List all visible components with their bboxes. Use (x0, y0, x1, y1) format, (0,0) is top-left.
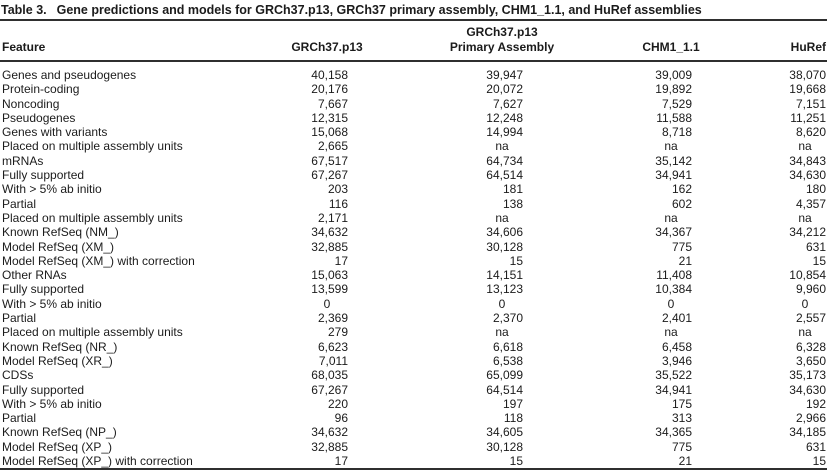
value-cell (239, 240, 415, 254)
value-text: 65,099 (486, 368, 523, 383)
value-text: 116 (328, 196, 348, 211)
value-text: 775 (671, 439, 692, 454)
value-text: 0 (801, 296, 809, 311)
value-cell (589, 168, 753, 182)
value-text: 7,667 (317, 96, 348, 111)
value-text: 175 (671, 396, 692, 411)
value-text: 68,035 (311, 368, 348, 383)
value-cell (589, 97, 753, 111)
value-text: na (664, 210, 678, 225)
feature-cell: Partial (2, 311, 37, 326)
table-row (0, 297, 827, 311)
value-text: 7,529 (661, 96, 692, 111)
table-row (0, 254, 827, 268)
value-cell (753, 182, 827, 196)
value-cell (753, 268, 827, 282)
value-cell (239, 368, 415, 382)
value-text: 6,458 (661, 339, 692, 354)
value-text: 67,267 (311, 168, 348, 183)
col-header-feature: Feature (0, 21, 239, 61)
value-cell (589, 440, 753, 454)
value-text: 13,599 (311, 282, 348, 297)
value-text: 6,538 (492, 353, 523, 368)
value-cell (753, 282, 827, 296)
value-text: 11,251 (790, 110, 826, 125)
value-cell (753, 297, 827, 311)
feature-cell: Model RefSeq (XM_) (2, 239, 115, 254)
value-cell (415, 240, 589, 254)
value-cell (415, 297, 589, 311)
value-cell (589, 411, 753, 425)
table-row (0, 211, 827, 225)
table-row (0, 425, 827, 439)
value-text: 34,606 (486, 225, 523, 240)
table-row (0, 282, 827, 296)
value-text: 138 (502, 196, 523, 211)
value-cell (415, 225, 589, 239)
table-row (0, 168, 827, 182)
value-cell (753, 411, 827, 425)
value-text: 11,408 (656, 268, 692, 283)
value-text: 192 (805, 396, 826, 411)
value-text: 6,618 (492, 339, 523, 354)
value-text: 34,843 (789, 153, 826, 168)
value-cell (753, 325, 827, 339)
value-text: 12,315 (311, 110, 348, 125)
col-header-grch37p13-primary-line1: GRCh37.p13 (466, 25, 538, 39)
value-cell (753, 440, 827, 454)
value-cell (753, 383, 827, 397)
table-row (0, 154, 827, 168)
table-row (0, 61, 827, 82)
table-row (0, 225, 827, 239)
value-cell (589, 111, 753, 125)
value-text: 6,623 (317, 339, 348, 354)
value-text: 19,668 (789, 82, 826, 97)
value-cell (589, 325, 753, 339)
value-text: 2,665 (317, 139, 348, 154)
value-text: 10,384 (655, 282, 692, 297)
value-cell (415, 154, 589, 168)
value-text: 32,885 (311, 239, 348, 254)
value-cell (415, 311, 589, 325)
value-cell (239, 340, 415, 354)
value-cell (239, 97, 415, 111)
value-cell (589, 182, 753, 196)
value-cell (753, 454, 827, 469)
value-text: 118 (503, 411, 523, 426)
value-cell (589, 454, 753, 469)
value-cell (589, 297, 753, 311)
value-text: 13,123 (486, 282, 523, 297)
value-text: 32,885 (311, 439, 348, 454)
feature-cell: Model RefSeq (XP_) with correction (2, 454, 193, 469)
value-text: 34,185 (789, 425, 826, 440)
value-cell (415, 397, 589, 411)
value-text: 8,718 (661, 125, 692, 140)
value-text: 12,248 (486, 110, 523, 125)
value-cell (589, 340, 753, 354)
value-cell (415, 168, 589, 182)
value-text: 279 (327, 325, 348, 340)
table-row (0, 82, 827, 96)
value-text: 7,627 (492, 96, 523, 111)
feature-cell: Known RefSeq (NP_) (2, 425, 117, 440)
value-text: 0 (667, 296, 675, 311)
table-row (0, 397, 827, 411)
value-text: na (798, 210, 812, 225)
table-row (0, 125, 827, 139)
value-cell (415, 383, 589, 397)
value-cell (753, 97, 827, 111)
value-text: 9,960 (795, 282, 826, 297)
value-cell (239, 440, 415, 454)
value-text: 21 (678, 454, 692, 469)
value-text: 39,009 (655, 68, 692, 82)
gene-predictions-table (0, 21, 827, 470)
value-text: 30,128 (486, 439, 523, 454)
value-cell (415, 182, 589, 196)
value-text: 17 (334, 253, 348, 268)
value-text: 10,854 (789, 268, 826, 283)
value-text: 0 (323, 296, 331, 311)
table-title-text: Gene predictions and models for GRCh37.p13, GRCh37 primary assembly, CHM1_1.1, and HuRef assemblies (56, 3, 702, 17)
value-text: 181 (502, 182, 523, 197)
value-text: 38,070 (789, 68, 826, 82)
value-cell (753, 340, 827, 354)
header-row (0, 21, 827, 61)
feature-cell: With > 5% ab initio (2, 296, 102, 311)
value-text: 14,994 (486, 125, 523, 140)
feature-cell: With > 5% ab initio (2, 396, 102, 411)
value-cell (753, 125, 827, 139)
value-cell (239, 139, 415, 153)
value-cell (239, 254, 415, 268)
value-cell (415, 354, 589, 368)
value-cell (239, 61, 415, 82)
value-cell (415, 325, 589, 339)
table-row (0, 268, 827, 282)
value-cell (415, 440, 589, 454)
table-row (0, 440, 827, 454)
value-text: 162 (671, 182, 692, 197)
value-cell (753, 82, 827, 96)
value-cell (589, 368, 753, 382)
value-text: 15 (509, 454, 523, 469)
value-cell (415, 454, 589, 469)
feature-cell: Placed on multiple assembly units (2, 139, 183, 154)
table-number-label: Table 3. (1, 3, 47, 17)
value-cell (415, 368, 589, 382)
value-cell (239, 282, 415, 296)
value-text: 2,370 (492, 311, 523, 326)
value-cell (753, 154, 827, 168)
value-text: 602 (671, 196, 692, 211)
value-cell (239, 211, 415, 225)
value-text: 7,011 (318, 353, 348, 368)
value-text: 40,158 (311, 68, 348, 82)
table-row (0, 111, 827, 125)
feature-cell: Fully supported (2, 168, 85, 183)
value-cell (239, 125, 415, 139)
value-cell (589, 211, 753, 225)
col-header-grch37p13-primary (415, 21, 589, 61)
value-cell (239, 411, 415, 425)
value-text: 631 (805, 239, 826, 254)
value-text: na (798, 325, 812, 340)
value-cell (415, 425, 589, 439)
col-header-chm1-1-1: CHM1_1.1 (589, 21, 753, 61)
value-cell (589, 225, 753, 239)
value-text: 180 (805, 182, 826, 197)
feature-cell: Known RefSeq (NM_) (2, 225, 119, 240)
feature-cell: Protein-coding (2, 82, 80, 97)
value-cell (589, 154, 753, 168)
value-cell (753, 168, 827, 182)
value-text: 14,151 (486, 268, 523, 283)
table-row (0, 383, 827, 397)
table-body (0, 61, 827, 469)
value-text: 4,357 (795, 196, 826, 211)
value-text: 203 (327, 182, 348, 197)
feature-cell: Known RefSeq (NR_) (2, 339, 118, 354)
table-row (0, 311, 827, 325)
table-row (0, 454, 827, 469)
value-text: 17 (334, 454, 348, 469)
value-text: 34,941 (655, 168, 692, 183)
value-cell (753, 311, 827, 325)
feature-cell: With > 5% ab initio (2, 182, 102, 197)
value-cell (239, 225, 415, 239)
value-cell (239, 82, 415, 96)
value-cell (415, 411, 589, 425)
feature-cell: Fully supported (2, 382, 85, 397)
value-text: na (664, 325, 678, 340)
value-text: 2,966 (795, 411, 826, 426)
table-row (0, 368, 827, 382)
value-cell (415, 139, 589, 153)
table-row (0, 411, 827, 425)
value-cell (415, 111, 589, 125)
feature-cell: Partial (2, 196, 37, 211)
table-row (0, 97, 827, 111)
value-cell (589, 397, 753, 411)
value-cell (415, 82, 589, 96)
value-text: 34,632 (311, 425, 348, 440)
value-text: 197 (502, 396, 523, 411)
value-cell (589, 282, 753, 296)
value-cell (415, 61, 589, 82)
value-cell (589, 254, 753, 268)
value-cell (589, 139, 753, 153)
value-text: 64,514 (486, 382, 523, 397)
value-text: na (495, 139, 509, 154)
value-cell (753, 425, 827, 439)
value-text: 64,734 (486, 153, 523, 168)
value-cell (753, 354, 827, 368)
table-row (0, 139, 827, 153)
value-cell (239, 182, 415, 196)
value-text: 96 (334, 411, 348, 426)
value-text: 39,947 (486, 68, 523, 82)
value-text: 15 (812, 454, 826, 469)
feature-cell: Model RefSeq (XP_) (2, 439, 113, 454)
value-cell (589, 197, 753, 211)
table-row (0, 354, 827, 368)
value-cell (753, 139, 827, 153)
value-text: 3,946 (661, 353, 692, 368)
table-row (0, 325, 827, 339)
value-text: 20,176 (311, 82, 348, 97)
feature-cell: Genes with variants (2, 125, 108, 140)
feature-cell: Other RNAs (2, 268, 67, 283)
value-cell (415, 282, 589, 296)
value-text: 6,328 (795, 339, 826, 354)
value-text: 34,941 (655, 382, 692, 397)
value-text: 220 (327, 396, 348, 411)
value-text: 19,892 (655, 82, 692, 97)
value-cell (415, 197, 589, 211)
value-text: 3,650 (795, 353, 826, 368)
value-text: 2,401 (661, 311, 692, 326)
value-cell (239, 383, 415, 397)
value-text: 15 (509, 253, 523, 268)
feature-cell: Model RefSeq (XM_) with correction (2, 253, 195, 268)
table-row (0, 340, 827, 354)
col-header-grch37p13: GRCh37.p13 (239, 21, 415, 61)
value-cell (415, 340, 589, 354)
value-text: 775 (671, 239, 692, 254)
value-cell (589, 240, 753, 254)
table-caption (0, 0, 827, 21)
value-cell (239, 354, 415, 368)
value-cell (415, 268, 589, 282)
value-cell (415, 125, 589, 139)
value-cell (753, 368, 827, 382)
value-text: na (664, 139, 678, 154)
value-cell (239, 197, 415, 211)
value-cell (589, 354, 753, 368)
value-cell (589, 383, 753, 397)
value-cell (239, 311, 415, 325)
value-text: 0 (498, 296, 506, 311)
value-text: 34,365 (655, 425, 692, 440)
feature-cell: CDSs (2, 368, 34, 383)
value-cell (753, 111, 827, 125)
table-row (0, 240, 827, 254)
feature-cell: Model RefSeq (XR_) (2, 353, 113, 368)
feature-cell: Partial (2, 411, 37, 426)
value-text: 67,267 (311, 382, 348, 397)
value-text: 2,171 (317, 210, 348, 225)
feature-cell: Placed on multiple assembly units (2, 210, 183, 225)
value-text: 15,063 (311, 268, 348, 283)
value-text: 15 (812, 253, 826, 268)
col-header-huref: HuRef (753, 21, 827, 61)
feature-cell: Pseudogenes (2, 110, 76, 125)
value-cell (415, 254, 589, 268)
value-cell (239, 168, 415, 182)
value-text: 2,369 (317, 311, 348, 326)
value-cell (589, 125, 753, 139)
value-text: 34,367 (655, 225, 692, 240)
value-text: 35,142 (655, 153, 692, 168)
value-cell (239, 325, 415, 339)
feature-cell: Placed on multiple assembly units (2, 325, 183, 340)
table-row (0, 182, 827, 196)
value-cell (753, 61, 827, 82)
value-cell (239, 268, 415, 282)
value-text: na (798, 139, 812, 154)
feature-cell: Fully supported (2, 282, 85, 297)
value-cell (415, 97, 589, 111)
value-cell (239, 425, 415, 439)
table-row (0, 197, 827, 211)
value-cell (589, 311, 753, 325)
value-text: 30,128 (486, 239, 523, 254)
value-text: 2,557 (795, 311, 826, 326)
value-cell (753, 397, 827, 411)
value-cell (239, 454, 415, 469)
value-text: 11,588 (656, 110, 692, 125)
value-cell (589, 425, 753, 439)
value-text: 34,212 (789, 225, 826, 240)
value-text: 35,522 (655, 368, 692, 383)
col-header-grch37p13-primary-line2: Primary Assembly (449, 40, 555, 54)
value-text: 67,517 (311, 153, 348, 168)
value-text: 34,605 (486, 425, 523, 440)
value-cell (753, 225, 827, 239)
value-cell (239, 397, 415, 411)
value-cell (753, 240, 827, 254)
value-cell (589, 61, 753, 82)
value-text: 34,630 (789, 168, 826, 183)
value-cell (415, 211, 589, 225)
value-cell (753, 197, 827, 211)
value-text: 20,072 (486, 82, 523, 97)
value-text: 34,630 (789, 382, 826, 397)
value-cell (239, 111, 415, 125)
feature-cell: Genes and pseudogenes (2, 68, 137, 82)
table-header (0, 21, 827, 61)
value-text: 34,632 (311, 225, 348, 240)
value-cell (589, 82, 753, 96)
value-cell (589, 268, 753, 282)
value-text: 21 (678, 253, 692, 268)
value-cell (753, 211, 827, 225)
value-text: na (495, 325, 509, 340)
feature-cell: Noncoding (2, 96, 60, 111)
value-text: 35,173 (789, 368, 826, 383)
value-text: 64,514 (486, 168, 523, 183)
value-text: 631 (805, 439, 826, 454)
value-cell (239, 297, 415, 311)
value-cell (753, 254, 827, 268)
value-text: na (495, 210, 509, 225)
value-text: 8,620 (795, 125, 826, 140)
value-text: 313 (671, 411, 692, 426)
feature-cell: mRNAs (2, 153, 44, 168)
value-cell (239, 154, 415, 168)
value-text: 7,151 (795, 96, 826, 111)
value-text: 15,068 (311, 125, 348, 140)
